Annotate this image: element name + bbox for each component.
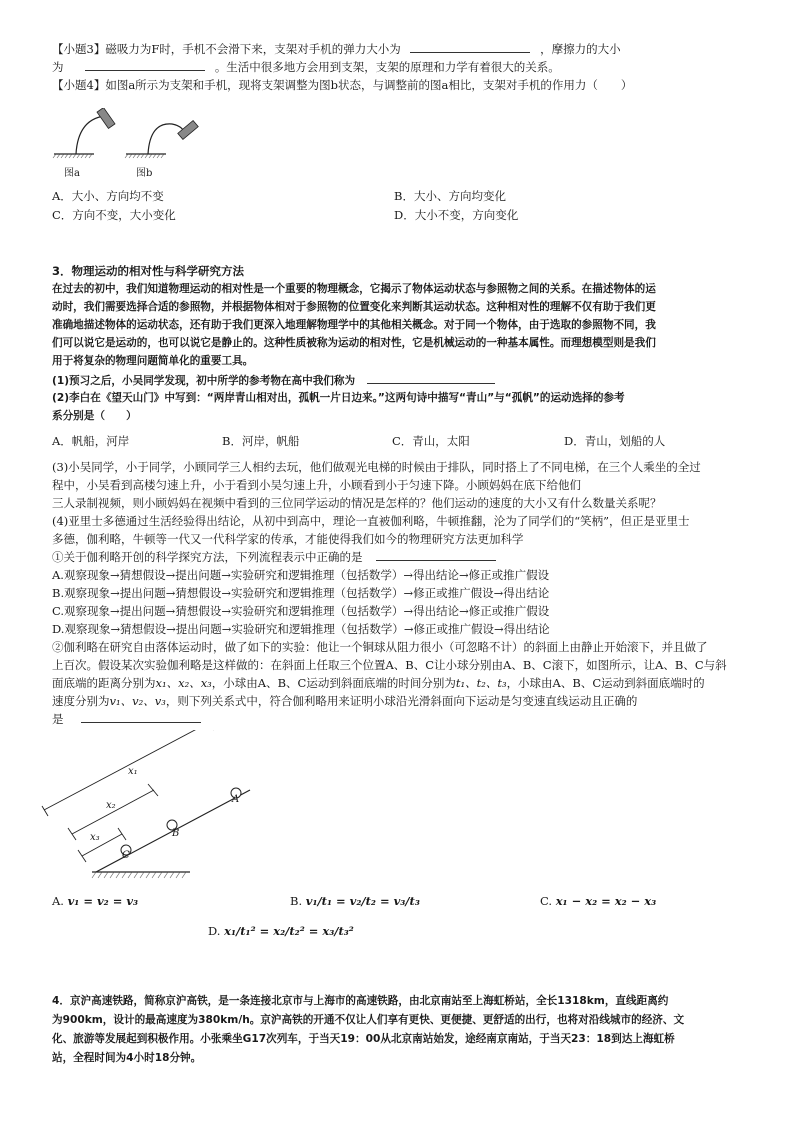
flow-option-d[interactable]: D.观察现象→猜想假设→提出问题→实验研究和逻辑推理（包括数学）→修正或推广假设→得出结论: [52, 622, 550, 636]
label-x2: x₂: [106, 800, 116, 811]
q3-part3-text-a: 【小题3】磁吸力为F时，手机不会滑下来，支架对手机的弹力大小为: [52, 42, 401, 56]
q3-part3-text-c: 为: [52, 60, 64, 74]
sub-question-4-line: (4)亚里士多德通过生活经验得出结论，从初中到高中，理论一直被伽利略，牛顿推翻，沦为了同学们的“笑柄”，但正是亚里士: [52, 514, 690, 528]
label-x1: x₁: [128, 766, 138, 777]
choice-a-prefix: A.: [52, 894, 64, 908]
sub-question-2-line2: 系分别是（ ）: [52, 410, 137, 422]
answer-blank[interactable]: [376, 548, 496, 561]
circle-2-line: ②伽利略在研究自由落体运动时，做了如下的实验：他让一个铜球从阻力很小（可忽略不计）的斜面上由静止开始滚下，并且做了: [52, 640, 708, 654]
option-b[interactable]: B．大小、方向均变化: [394, 189, 506, 203]
sub-question-3-line: 程中，小吴看到高楼匀速上升，小于看到小吴匀速上升，小顾看到小于匀速下降。小顾妈妈在底下给他们: [52, 478, 581, 492]
choice-d-expr: x₁/t₁² = x₂/t₂² = x₃/t₃²: [224, 924, 354, 938]
rail-line: 为900km，设计的最高速度为380km/h。京沪高铁的开通不仅让人们享有更快、更便捷、更舒适的出行，也将对沿线城市的经济、文: [52, 1014, 685, 1026]
choice-b-prefix: B.: [290, 894, 303, 908]
option-c[interactable]: C．方向不变，大小变化: [52, 208, 176, 222]
flow-option-b[interactable]: B.观察现象→提出问题→猜想假设→实验研究和逻辑推理（包括数学）→修正或推广假设→得出结论: [52, 586, 550, 600]
circle-2-text: 面底端的距离分别为: [52, 676, 156, 690]
circle-2-line: [52, 692, 752, 710]
choice-c[interactable]: [540, 892, 656, 910]
sub-question-1: [52, 371, 752, 390]
choice-b-expr: v₁/t₁ = v₂/t₂ = v₃/t₃: [305, 894, 420, 908]
sub2-option-d[interactable]: D．青山，划船的人: [564, 434, 666, 448]
label-c: C: [122, 850, 130, 861]
figure-a-caption: 图a: [64, 168, 80, 179]
q3-part4-stem: 【小题4】如图a所示为支架和手机，现将支架调整为图b状态，与调整前的图a相比，支架对手机的作用力（ ）: [52, 78, 633, 92]
sub2-option-b[interactable]: B．河岸，帆船: [222, 434, 300, 448]
circle-2-text: 是: [52, 712, 64, 726]
passage-line: 用于将复杂的物理问题简单化的重要工具。: [52, 355, 254, 367]
sub-question-1-text: (1)预习之后，小吴同学发现，初中所学的参考物在高中我们称为: [52, 375, 356, 387]
q3-part3-line2: [52, 58, 752, 76]
passage-line: 准确地描述物体的运动状态，还有助于我们更深入地理解物理学中的其他相关概念。对于同一个物体，由于选取的参照物不同，我: [52, 319, 656, 331]
choice-c-prefix: C.: [540, 894, 553, 908]
distance-symbols: x₁、x₂、x₃: [155, 676, 212, 690]
sub2-option-c[interactable]: C．青山，太阳: [392, 434, 470, 448]
answer-blank[interactable]: [410, 40, 530, 53]
choice-b[interactable]: [290, 892, 420, 910]
label-x3: x₃: [90, 832, 100, 843]
stand-b-drawing: [125, 121, 198, 158]
figure-b-caption: 图b: [136, 168, 153, 179]
rail-line: 站，全程时间为4小时18分钟。: [52, 1052, 202, 1064]
passage-line: 在过去的初中，我们知道物理运动的相对性是一个重要的物理概念，它揭示了物体运动状态与参照物之间的关系。在描述物体的运: [52, 283, 656, 295]
ground-hatch: [92, 872, 186, 878]
answer-blank[interactable]: [367, 371, 495, 384]
sub-question-4-line: 多德，伽利略，牛顿等一代又一代科学家的传承，才能使得我们如今的物理研究方法更加科学: [52, 532, 524, 546]
option-a[interactable]: A．大小、方向均不变: [52, 189, 164, 203]
rail-line: 4．京沪高速铁路，简称京沪高铁，是一条连接北京市与上海市的高速铁路，由北京南站至上海虹桥站，全长1318km，直线距离约: [52, 995, 669, 1007]
sub-question-3-line: 三人录制视频，则小顾妈妈在视频中看到的三位同学运动的情况是怎样的？他们运动的速度的大小又有什么数量关系呢？: [52, 496, 662, 510]
time-symbols: t₁、t₂、t₃: [455, 676, 507, 690]
flow-option-c[interactable]: C.观察现象→提出问题→猜想假设→实验研究和逻辑推理（包括数学）→得出结论→修正或推广假设: [52, 604, 550, 618]
question-3-title: 3．物理运动的相对性与科学研究方法: [52, 264, 244, 278]
choice-d[interactable]: [208, 922, 354, 940]
circle-2-line: [52, 674, 752, 692]
sub2-option-a[interactable]: A．帆船，河岸: [52, 434, 130, 448]
distance-markers: [42, 730, 214, 862]
circle-2-line: [52, 710, 752, 728]
label-b: B: [172, 828, 180, 839]
sub-question-2-line1: (2)李白在《望天山门》中写到：“两岸青山相对出，孤帆一片日边来。”这两句诗中描写“青山”与“孤帆”的运动选择的参考: [52, 392, 625, 404]
circle-2-text: 速度分别为: [52, 694, 110, 708]
q3-part3-text-d: 。生活中很多地方会用到支架，支架的原理和力学有着很大的关系。: [214, 60, 560, 74]
circle-2-text: ，小球由A、B、C运动到斜面底端的时间分别为: [211, 676, 456, 690]
label-a: A: [232, 794, 240, 805]
circle-2-text: ，小球由A、B、C运动到斜面底端时的: [506, 676, 705, 690]
stand-a-drawing: [53, 108, 115, 158]
answer-blank[interactable]: [81, 710, 201, 723]
choice-d-prefix: D.: [208, 924, 221, 938]
circle-1-text: ①关于伽利略开创的科学探究方法，下列流程表示中正确的是: [52, 550, 363, 564]
passage-line: 们可以说它是运动的，也可以说它是静止的。这种性质被称为运动的相对性，它是机械运动的一种基本属性。而理想模型则是我们: [52, 337, 656, 349]
circle-2-line: 上百次。假设某次实验伽利略是这样做的：在斜面上任取三个位置A、B、C让小球分别由A、B、C滚下，如图所示，让A、B、C与斜: [52, 658, 727, 672]
velocity-symbols: v₁、v₂、v₃: [109, 694, 166, 708]
passage-line: 动时，我们需要选择合适的参照物，并根据物体相对于参照物的位置变化来判断其运动状态。这种相对性的理解不仅有助于我们更: [52, 301, 656, 313]
choice-c-expr: x₁ − x₂ = x₂ − x₃: [555, 894, 657, 908]
circle-1-question: [52, 548, 752, 566]
choice-a-expr: v₁ = v₂ = v₃: [67, 894, 139, 908]
option-d[interactable]: D．大小不变，方向变化: [394, 208, 519, 222]
q3-part3-line1: [52, 40, 752, 58]
circle-2-text: ，则下列关系式中，符合伽利略用来证明小球沿光滑斜面向下运动是匀变速直线运动且正确的: [165, 694, 638, 708]
q3-part3-text-b: ，摩擦力的大小: [540, 42, 621, 56]
sub-question-3-line: (3)小吴同学，小于同学，小顾同学三人相约去玩，他们做观光电梯的时候由于排队，同时搭上了不同电梯，在三个人乘坐的全过: [52, 460, 701, 474]
flow-option-a[interactable]: A.观察现象→猜想假设→提出问题→实验研究和逻辑推理（包括数学）→得出结论→修正或推广假设: [52, 568, 550, 582]
rail-line: 化、旅游等发展起到积极作用。小张乘坐G17次列车，于当天19：00从北京南站始发，途经南京南站，于当天23：18到达上海虹桥: [52, 1033, 675, 1045]
choice-a[interactable]: [52, 892, 138, 910]
incline-figure: [40, 730, 280, 890]
answer-blank[interactable]: [85, 58, 205, 71]
